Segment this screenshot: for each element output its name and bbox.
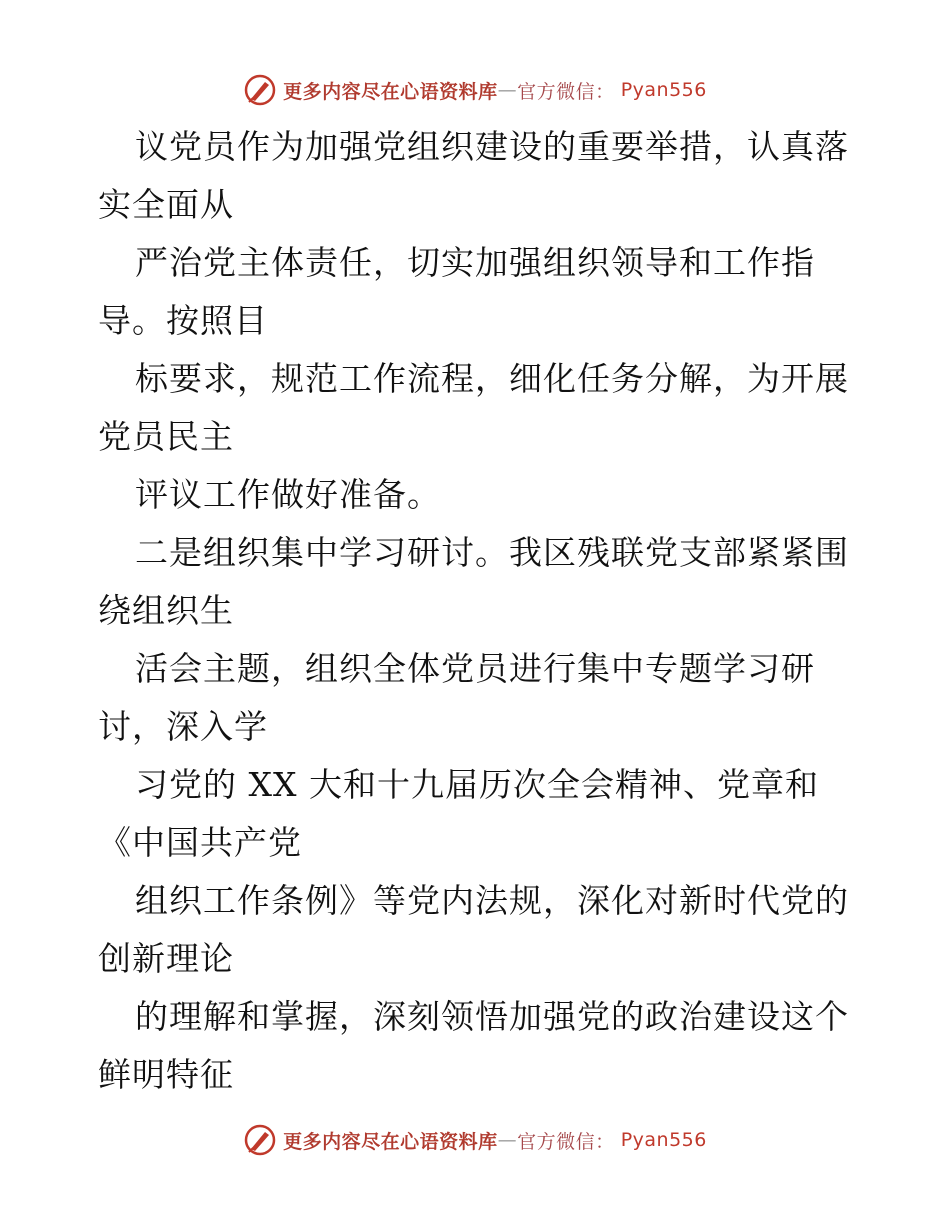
body-line: 实全面从	[98, 185, 234, 224]
body-line: 习党的 XX 大和十九届历次全会精神、党章和	[135, 765, 819, 804]
watermark-contact-id: Pyan556	[620, 1129, 707, 1151]
document-body	[98, 118, 858, 1104]
body-line: 标要求，规范工作流程，细化任务分解，为开展	[135, 359, 849, 398]
quill-pen-logo-icon	[243, 73, 277, 107]
body-line: 鲜明特征	[98, 1055, 234, 1094]
watermark-contact-label: 官方微信：	[517, 1130, 615, 1153]
body-line: 党员民主	[98, 417, 234, 456]
body-line: 导。按照目	[98, 301, 268, 340]
body-line: 评议工作做好准备。	[135, 475, 441, 514]
watermark-main-text: 更多内容尽在心语资料库	[283, 80, 498, 103]
body-line: 组织工作条例》等党内法规，深化对新时代党的	[135, 881, 849, 920]
body-line: 创新理论	[98, 939, 234, 978]
footer-watermark	[0, 1120, 950, 1160]
body-line: 讨，深入学	[98, 707, 268, 746]
watermark-contact-id: Pyan556	[620, 79, 707, 101]
body-line: 严治党主体责任，切实加强组织领导和工作指	[135, 243, 815, 282]
quill-pen-logo-icon	[243, 1123, 277, 1157]
watermark-contact-label: 官方微信：	[517, 80, 615, 103]
body-line: 议党员作为加强党组织建设的重要举措，认真落	[135, 127, 849, 166]
watermark-separator: —	[497, 79, 518, 101]
header-watermark	[0, 70, 950, 110]
body-line: 《中国共产党	[98, 823, 302, 862]
body-line: 绕组织生	[98, 591, 234, 630]
body-line: 二是组织集中学习研讨。我区残联党支部紧紧围	[135, 533, 849, 572]
watermark-main-text: 更多内容尽在心语资料库	[283, 1130, 498, 1153]
body-line: 活会主题，组织全体党员进行集中专题学习研	[135, 649, 815, 688]
body-line: 的理解和掌握，深刻领悟加强党的政治建设这个	[135, 997, 849, 1036]
watermark-separator: —	[497, 1129, 518, 1151]
